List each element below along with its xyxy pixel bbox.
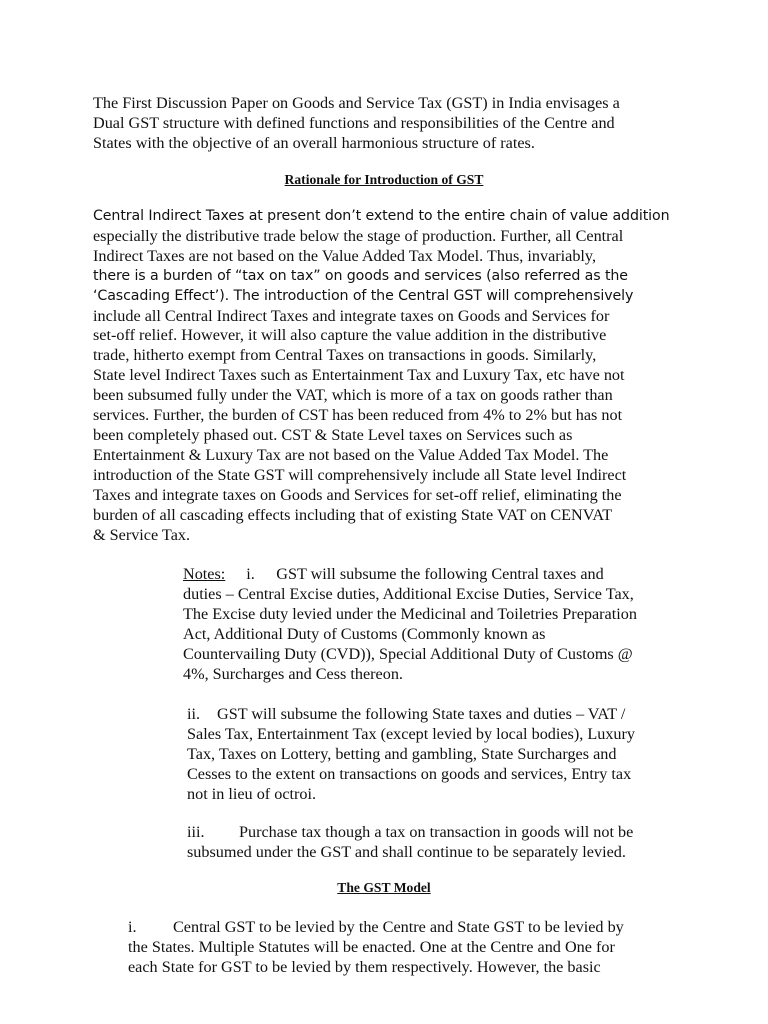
model-item-1-marker: i. [128, 918, 137, 936]
model-item-1-first-line [128, 918, 624, 938]
rationale-line: introduction of the State GST will comprehensively include all State level Indirect [93, 465, 627, 484]
notes-item-3-text: Purchase tax though a tax on transaction in goods will not be [239, 823, 634, 841]
notes-item-1-line: The Excise duty levied under the Medicinal and Toiletries Preparation [183, 604, 637, 623]
intro-line: States with the objective of an overall harmonious structure of rates. [93, 133, 535, 152]
notes-item-2-first-line [187, 705, 635, 725]
rationale-line: include all Central Indirect Taxes and integrate taxes on Goods and Services for [93, 306, 610, 325]
notes-item-2-line: Sales Tax, Entertainment Tax (except levied by local bodies), Luxury [187, 724, 635, 743]
rationale-line: & Service Tax. [93, 525, 191, 544]
rationale-line: burden of all cascading effects including that of existing State VAT on CENVAT [93, 505, 613, 524]
notes-item-3 [187, 823, 633, 863]
rationale-line: been subsumed fully under the VAT, which is more of a tax on goods rather than [93, 386, 613, 405]
rationale-line: services. Further, the burden of CST has been reduced from 4% to 2% but has not [93, 406, 623, 425]
notes-item-2 [187, 705, 635, 805]
rationale-paragraph [93, 207, 670, 545]
rationale-line: Taxes and integrate taxes on Goods and Services for set-off relief, eliminating the [93, 485, 622, 504]
rationale-line: trade, hitherto exempt from Central Taxes on transactions in goods. Similarly, [93, 346, 597, 365]
notes-item-2-text: GST will subsume the following State taxes and duties – VAT / [217, 705, 626, 723]
notes-label: Notes: [183, 565, 226, 583]
notes-item-1-line: Act, Additional Duty of Customs (Commonly known as [183, 624, 546, 643]
notes-item-1-line: 4%, Surcharges and Cess thereon. [183, 664, 403, 683]
rationale-line: State level Indirect Taxes such as Entertainment Tax and Luxury Tax, etc have not [93, 366, 625, 385]
notes-item-2-line: not in lieu of octroi. [187, 784, 317, 803]
notes-item-3-marker: iii. [187, 823, 205, 841]
notes-item-2-line: Tax, Taxes on Lottery, betting and gambling, State Surcharges and [187, 744, 617, 763]
intro-paragraph [93, 94, 620, 154]
notes-item-2-marker: ii. [187, 705, 201, 723]
model-item-1-line: each State for GST to be levied by them respectively. However, the basic [128, 957, 601, 976]
notes-item-2-line: Cesses to the extent on transactions on goods and services, Entry tax [187, 764, 632, 783]
model-item-1-line: the States. Multiple Statutes will be enacted. One at the Centre and One for [128, 937, 615, 956]
notes-item-3-line: subsumed under the GST and shall continue to be separately levied. [187, 842, 626, 861]
notes-item-1-line: duties – Central Excise duties, Additional Excise Duties, Service Tax, [183, 584, 634, 603]
notes-item-1 [183, 565, 637, 684]
intro-line: The First Discussion Paper on Goods and Service Tax (GST) in India envisages a [93, 94, 620, 112]
notes-item-3-first-line [187, 823, 633, 843]
notes-item-1-marker: i. [246, 565, 255, 583]
rationale-line: especially the distributive trade below the stage of production. Further, all Central [93, 226, 624, 245]
rationale-line: Indirect Taxes are not based on the Value Added Tax Model. Thus, invariably, [93, 246, 597, 265]
rationale-line: there is a burden of “tax on tax” on goods and services (also referred as the [93, 267, 628, 284]
rationale-line: set-off relief. However, it will also capture the value addition in the distributive [93, 326, 607, 345]
model-item-1 [128, 918, 624, 978]
rationale-line: ‘Cascading Effect’). The introduction of the Central GST will comprehensively [93, 287, 634, 304]
notes-item-1-line: Countervailing Duty (CVD)), Special Additional Duty of Customs @ [183, 644, 633, 663]
rationale-line: Central Indirect Taxes at present don’t extend to the entire chain of value addition [93, 208, 670, 224]
model-item-1-text: Central GST to be levied by the Centre and State GST to be levied by [173, 918, 624, 936]
rationale-line: Entertainment & Luxury Tax are not based on the Value Added Tax Model. The [93, 445, 609, 464]
notes-item-1-first-line [183, 565, 637, 585]
rationale-line: been completely phased out. CST & State Level taxes on Services such as [93, 425, 573, 444]
notes-item-1-text: GST will subsume the following Central taxes and [276, 565, 604, 583]
rationale-heading: Rationale for Introduction of GST [284, 172, 484, 187]
intro-line: Dual GST structure with defined functions and responsibilities of the Centre and [93, 113, 615, 132]
model-heading: The GST Model [337, 880, 431, 895]
